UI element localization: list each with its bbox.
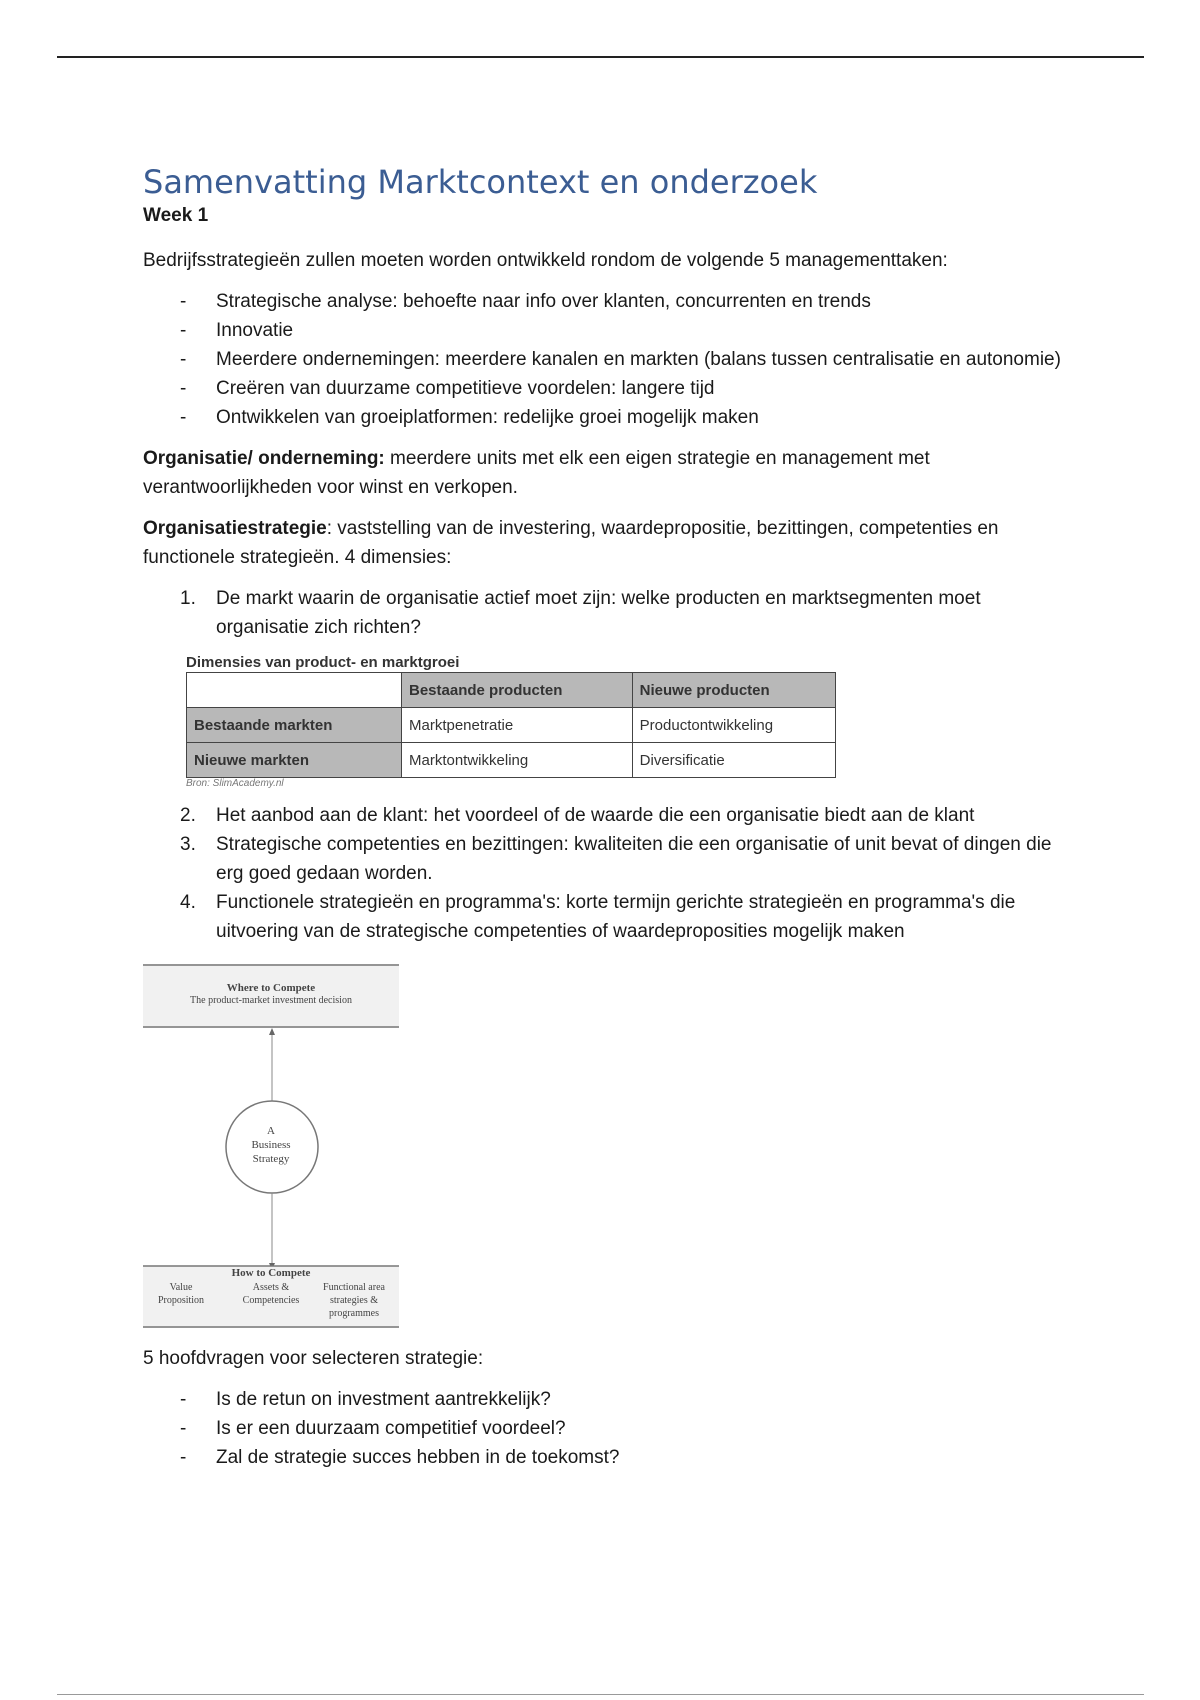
definition-strategy: Organisatiestrategie: vaststelling van de investering, waardepropositie, bezittingen, competenties en functionele strategieën. 4 dimensies: (143, 518, 999, 568)
questions-intro: 5 hoofdvragen voor selecteren strategie: (143, 1348, 484, 1369)
dimension-list-2 (143, 801, 1063, 946)
business-strategy-diagram (143, 964, 399, 1328)
arrow-up-icon (269, 1028, 275, 1035)
list-item: 4. Functionele strategieën en programma's: korte termijn gerichte strategieën en programma's die uitvoering van de strategische competenties of waardeproposities mogelijk maken (180, 892, 1016, 942)
diagram-value-proposition: Value Proposition (157, 1282, 205, 1306)
list-item: - Strategische analyse: behoefte naar info over klanten, concurrenten en trends (180, 291, 871, 312)
diagram-functional-strategies: Functional area strategies & programmes (323, 1282, 385, 1319)
list-item: - Is de retun on investment aantrekkelijk? (180, 1389, 551, 1410)
matrix-cell: Marktpenetratie (402, 708, 633, 743)
growth-matrix-table (186, 672, 836, 778)
list-item: 3. Strategische competenties en bezittingen: kwaliteiten die een organisatie of unit bevat of dingen die erg goed gedaan worden. (180, 834, 1052, 884)
week-heading: Week 1 (143, 205, 209, 226)
matrix-caption: Dimensies van product- en marktgroei (186, 654, 460, 671)
diagram-top-subtitle: The product-market investment decision (190, 995, 352, 1006)
list-item: - Creëren van duurzame competitieve voordelen: langere tijd (180, 378, 715, 399)
matrix-col-header: Nieuwe producten (632, 673, 835, 708)
list-item: - Meerdere ondernemingen: meerdere kanalen en markten (balans tussen centralisatie en autonomie) (180, 349, 1061, 370)
dimension-list-1 (143, 584, 1063, 642)
header-rule (57, 56, 1144, 58)
definition-organisation: Organisatie/ onderneming: meerdere units met elk een eigen strategie en management met verantwoorlijkheden voor winst en verkopen. (143, 448, 930, 498)
diagram-bottom-title: How to Compete (231, 1267, 311, 1279)
diagram-top-title: Where to Compete (226, 982, 316, 994)
matrix-col-header: Bestaande producten (402, 673, 633, 708)
task-list (143, 287, 1063, 432)
matrix-source: Bron: SlimAcademy.nl (186, 778, 284, 789)
list-item: - Ontwikkelen van groeiplatformen: redelijke groei mogelijk maken (180, 407, 759, 428)
footer-rule (57, 1694, 1144, 1695)
growth-matrix-figure (186, 654, 846, 789)
diagram-center-label: A Business Strategy (251, 1125, 291, 1165)
matrix-corner-cell (187, 673, 402, 708)
list-item: - Innovatie (180, 320, 294, 341)
matrix-cell: Diversificatie (632, 743, 835, 778)
matrix-row-header: Bestaande markten (187, 708, 402, 743)
document-title: Samenvatting Marktcontext en onderzoek (143, 163, 818, 201)
question-list (143, 1385, 1063, 1472)
matrix-row-header: Nieuwe markten (187, 743, 402, 778)
document-page (143, 162, 1063, 1472)
intro-paragraph: Bedrijfsstrategieën zullen moeten worden ontwikkeld rondom de volgende 5 managementtaken: (143, 250, 948, 271)
list-item: - Zal de strategie succes hebben in de toekomst? (180, 1447, 620, 1468)
matrix-cell: Marktontwikkeling (402, 743, 633, 778)
diagram-assets-competencies: Assets & Competencies (242, 1282, 300, 1306)
list-item: 1. De markt waarin de organisatie actief moet zijn: welke producten en marktsegmenten moet organisatie zich richten? (180, 588, 981, 638)
list-item: 2. Het aanbod aan de klant: het voordeel of de waarde die een organisatie biedt aan de klant (180, 805, 975, 826)
list-item: - Is er een duurzaam competitief voordeel? (180, 1418, 566, 1439)
matrix-cell: Productontwikkeling (632, 708, 835, 743)
